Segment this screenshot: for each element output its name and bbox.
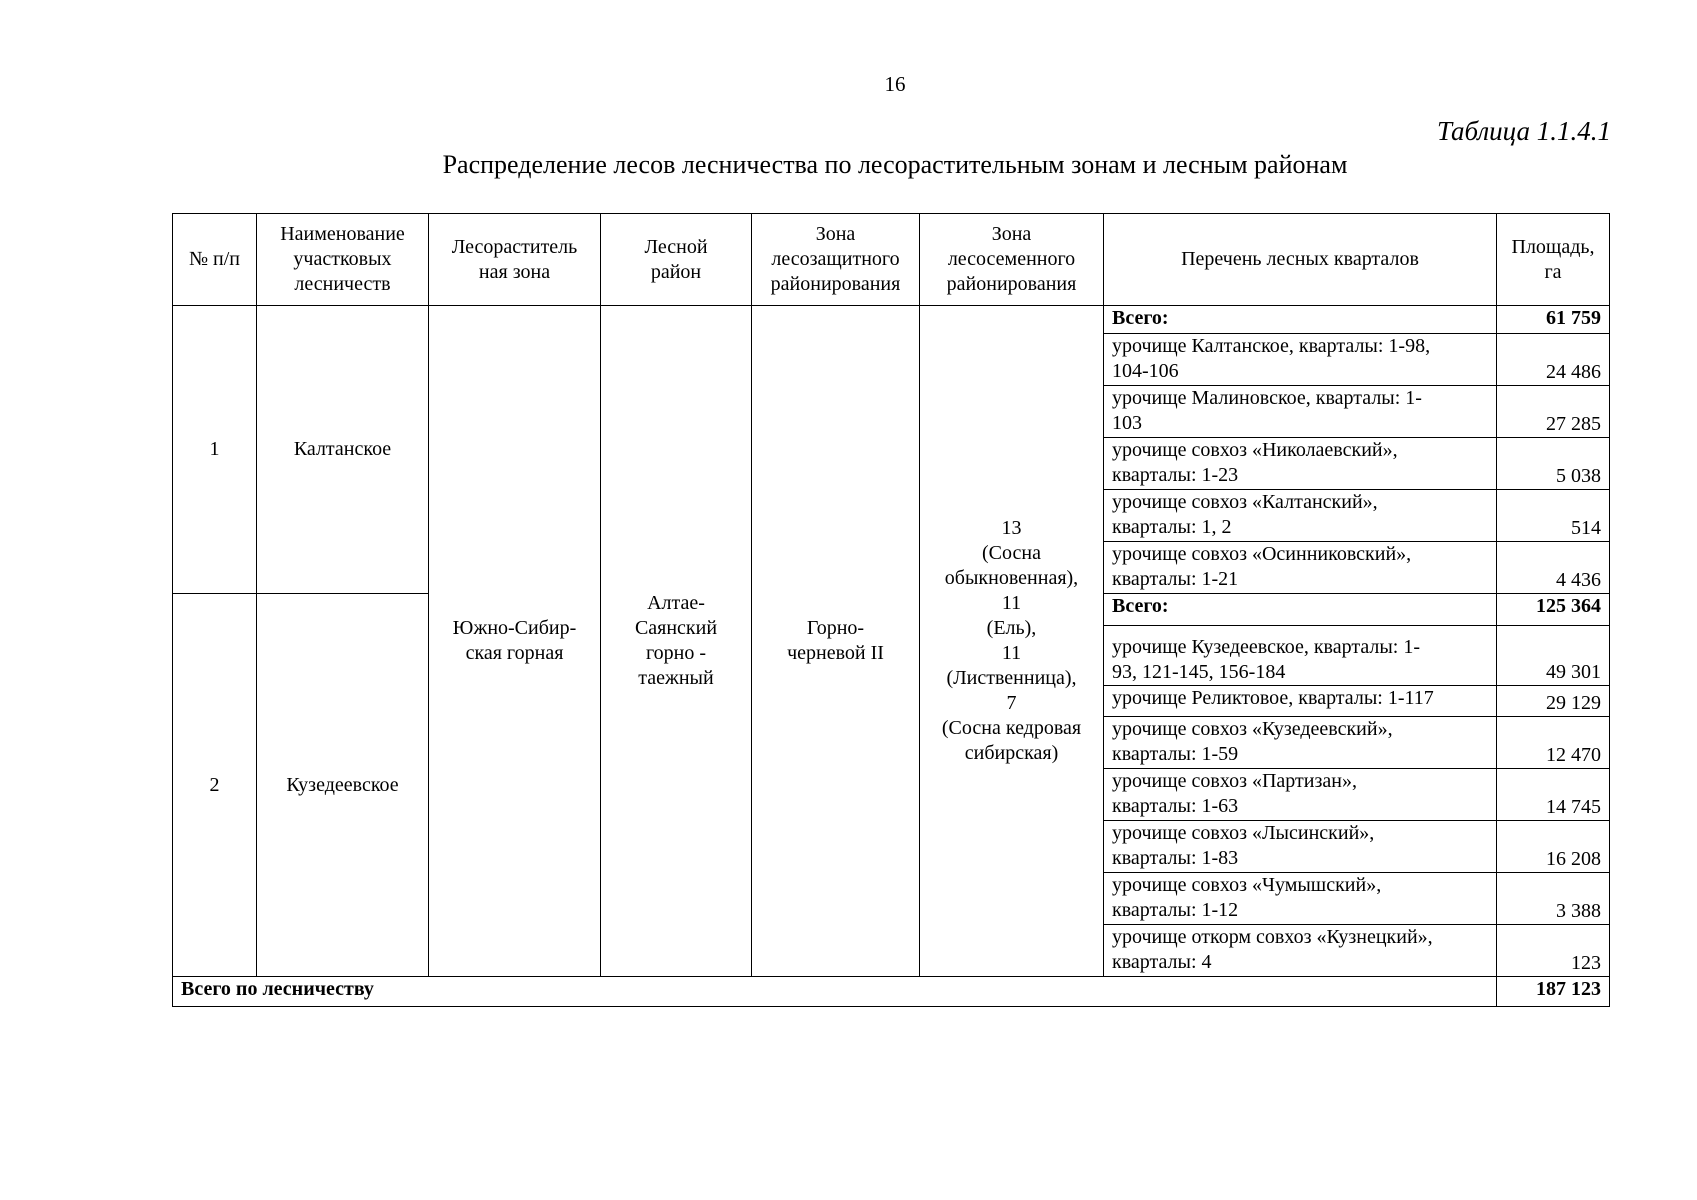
quarter-list: урочище совхоз «Осинниковский», кварталы: 1-21: [1104, 542, 1497, 594]
quarter-list: урочище Реликтовое, кварталы: 1-117: [1104, 686, 1497, 717]
header-name: Наименование участковых лесничеств: [257, 214, 429, 306]
quarter-list: урочище совхоз «Чумышский», кварталы: 1-12: [1104, 873, 1497, 925]
quarter-list: урочище совхоз «Николаевский», кварталы: 1-23: [1104, 438, 1497, 490]
quarter-area: 29 129: [1497, 686, 1610, 717]
shared-zone: Южно-Сибир- ская горная: [429, 306, 601, 977]
quarter-list: урочище совхоз «Лысинский», кварталы: 1-83: [1104, 821, 1497, 873]
group-total-value: 61 759: [1497, 306, 1610, 334]
quarter-area: 123: [1497, 925, 1610, 977]
header-row: [173, 214, 1610, 306]
table-caption: Таблица 1.1.4.1: [1436, 116, 1611, 146]
grand-total-value: 187 123: [1497, 977, 1610, 1007]
quarter-list: урочище Малиновское, кварталы: 1- 103: [1104, 386, 1497, 438]
group-name: Кузедеевское: [257, 594, 429, 977]
quarter-list: урочище Кузедеевское, кварталы: 1- 93, 121-145, 156-184: [1104, 626, 1497, 686]
grand-total-row: [173, 977, 1610, 1007]
grand-total-label: Всего по лесничеству: [173, 977, 1497, 1007]
shared-protection-zone: Горно- черневой II: [752, 306, 920, 977]
table-title: Распределение лесов лесничества по лесорастительным зонам и лесным районам: [442, 150, 1348, 179]
shared-seed-zone: 13 (Сосна обыкновенная), 11 (Ель), 11 (Лиственница), 7 (Сосна кедровая сибирская): [920, 306, 1104, 977]
header-protection-zone: Зона лесозащитного районирования: [752, 214, 920, 306]
quarter-area: 3 388: [1497, 873, 1610, 925]
quarter-area: 24 486: [1497, 334, 1610, 386]
group-total-label: Всего:: [1104, 306, 1497, 334]
forest-distribution-table: [172, 213, 1610, 1007]
table-row: [173, 306, 1610, 334]
quarter-area: 49 301: [1497, 626, 1610, 686]
quarter-area: 4 436: [1497, 542, 1610, 594]
quarter-area: 14 745: [1497, 769, 1610, 821]
header-area: Площадь, га: [1497, 214, 1610, 306]
quarter-area: 5 038: [1497, 438, 1610, 490]
header-district: Лесной район: [601, 214, 752, 306]
quarter-list: урочище Калтанское, кварталы: 1-98, 104-106: [1104, 334, 1497, 386]
group-num: 2: [173, 594, 257, 977]
quarter-list: урочище совхоз «Партизан», кварталы: 1-63: [1104, 769, 1497, 821]
group-name: Калтанское: [257, 306, 429, 594]
header-zone: Лесораститель ная зона: [429, 214, 601, 306]
quarter-area: 27 285: [1497, 386, 1610, 438]
header-quarters: Перечень лесных кварталов: [1104, 214, 1497, 306]
quarter-list: урочище совхоз «Кузедеевский», кварталы: 1-59: [1104, 717, 1497, 769]
quarter-list: урочище откорм совхоз «Кузнецкий», кварталы: 4: [1104, 925, 1497, 977]
header-num: № п/п: [173, 214, 257, 306]
group-total-label: Всего:: [1104, 594, 1497, 626]
quarter-area: 16 208: [1497, 821, 1610, 873]
group-total-value: 125 364: [1497, 594, 1610, 626]
group-num: 1: [173, 306, 257, 594]
quarter-area: 514: [1497, 490, 1610, 542]
page-number: 16: [884, 72, 906, 96]
quarter-area: 12 470: [1497, 717, 1610, 769]
header-seed-zone: Зона лесосеменного районирования: [920, 214, 1104, 306]
shared-district: Алтае- Саянский горно - таежный: [601, 306, 752, 977]
quarter-list: урочище совхоз «Калтанский», кварталы: 1, 2: [1104, 490, 1497, 542]
